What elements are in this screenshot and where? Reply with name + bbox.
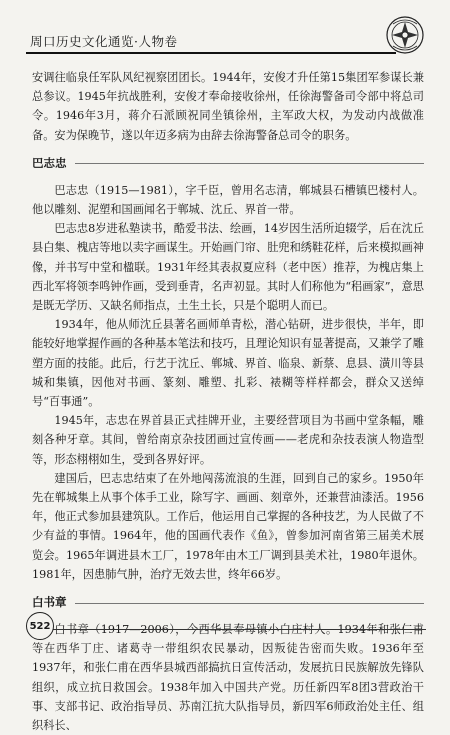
header-rule <box>26 52 396 54</box>
section-title: 白书章 <box>32 595 67 610</box>
footer-rule <box>50 629 426 630</box>
page-number: 522 <box>26 612 54 640</box>
section-heading-ba-zhizhong <box>32 155 424 173</box>
paragraph: 白书章（1917—2006），今西华县奉母镇小白庄村人。1934年和张仁甫等在西华丁庄、诸葛寺一带组织农民暴动，因叛徒告密而失败。1936年至1937年，和张仁甫在西华县城西部搞抗日宣传活动，发展抗日民族解放先锋队组织，成立抗日救国会。1938年加入中国共产党。历任新四军8团3营政治干事、支部书记、政治指导员、苏南江抗大队指导员，新四军6师政治处主任、组织科长、 <box>32 623 424 733</box>
section-title: 巴志忠 <box>32 156 67 171</box>
book-title: 周口历史文化通览·人物卷 <box>30 34 178 49</box>
running-header <box>26 14 426 56</box>
paragraph: 建国后，巴志忠结束了在外地闯荡流浪的生涯，回到自己的家乡。1950年先在郸城集上从事个体手工业，除写字、画画、刻章外，还兼营油漆活。1956年，他正式参加县建筑队。工作后，他运用自己掌握的各种技艺，为人民做了不少有益的事情。1964年，他的国画代表作《鱼》，曾参加河南省第三届美术展览会。1965年调进县木工厂，1978年由木工厂调到县美术社，1980年退休。1981年，因患肺气肿，治疗无效去世，终年66岁。 <box>32 471 424 581</box>
paragraph: 1945年，志忠在界首县正式挂牌开业，主要经营项目为书画中堂条幅，雕刻各种牙章。其间，曾给南京杂技团画过宣传画——老虎和杂技表演人物造型等，形态栩栩如生，受到各界好评。 <box>32 414 424 466</box>
section-rule <box>75 163 425 164</box>
section-heading-bai-shuzhang <box>32 594 424 612</box>
paragraph: 安调往临泉任军队风纪视察团团长。1944年，安俊才升任第15集团军参谋长兼总参议。1945年抗战胜利，安俊才奉命接收徐州，任徐海警备司令部中将总司令。1946年3月，蒋介石派顾祝同坐镇徐州，主军政大权，为发动内战做准备。安为保晚节，遂以年迈多病为由辞去徐海警备总司令的职务。 <box>32 71 424 142</box>
paragraph: 巴志忠8岁进私塾读书，酷爱书法、绘画，14岁因生活所迫辍学，后在沈丘县白集、槐店等地以卖字画谋生。开始画门帘、肚兜和绣鞋花样，后来模拟画神像，并书写中堂和楹联。1931年经其表叔夏应科（老中医）推荐，为槐店集上西北军将领李鸣钟作画，受到垂青，名声初显。其时人们称他为“稆画家”，意思是既无学历、又缺名师指点，土生土长，只是个聪明人而已。 <box>32 222 424 313</box>
paragraph: 巴志忠（1915—1981），字千臣，曾用名志清，郸城县石槽镇巴楼村人。他以雕刻、泥塑和国画闻名于郸城、沈丘、界首一带。 <box>32 183 424 217</box>
section-rule <box>75 603 425 604</box>
paragraph: 1934年，他从师沈丘县著名画师单青松，潜心钻研，进步很快，半年，即能较好地掌握作画的各种基本笔法和技巧，且理论知识有显著提高，又兼学了雕塑方面的技能。此后，行艺于沈丘、郸城、界首、临泉、新蔡、息县、潢川等县城和集镇，因他对书画、篆刻、雕塑、扎彩、裱糊等样样都会，群众又送绰号“百事通”。 <box>32 318 424 409</box>
page-content <box>32 68 424 735</box>
decorative-ornament-icon <box>384 14 426 56</box>
